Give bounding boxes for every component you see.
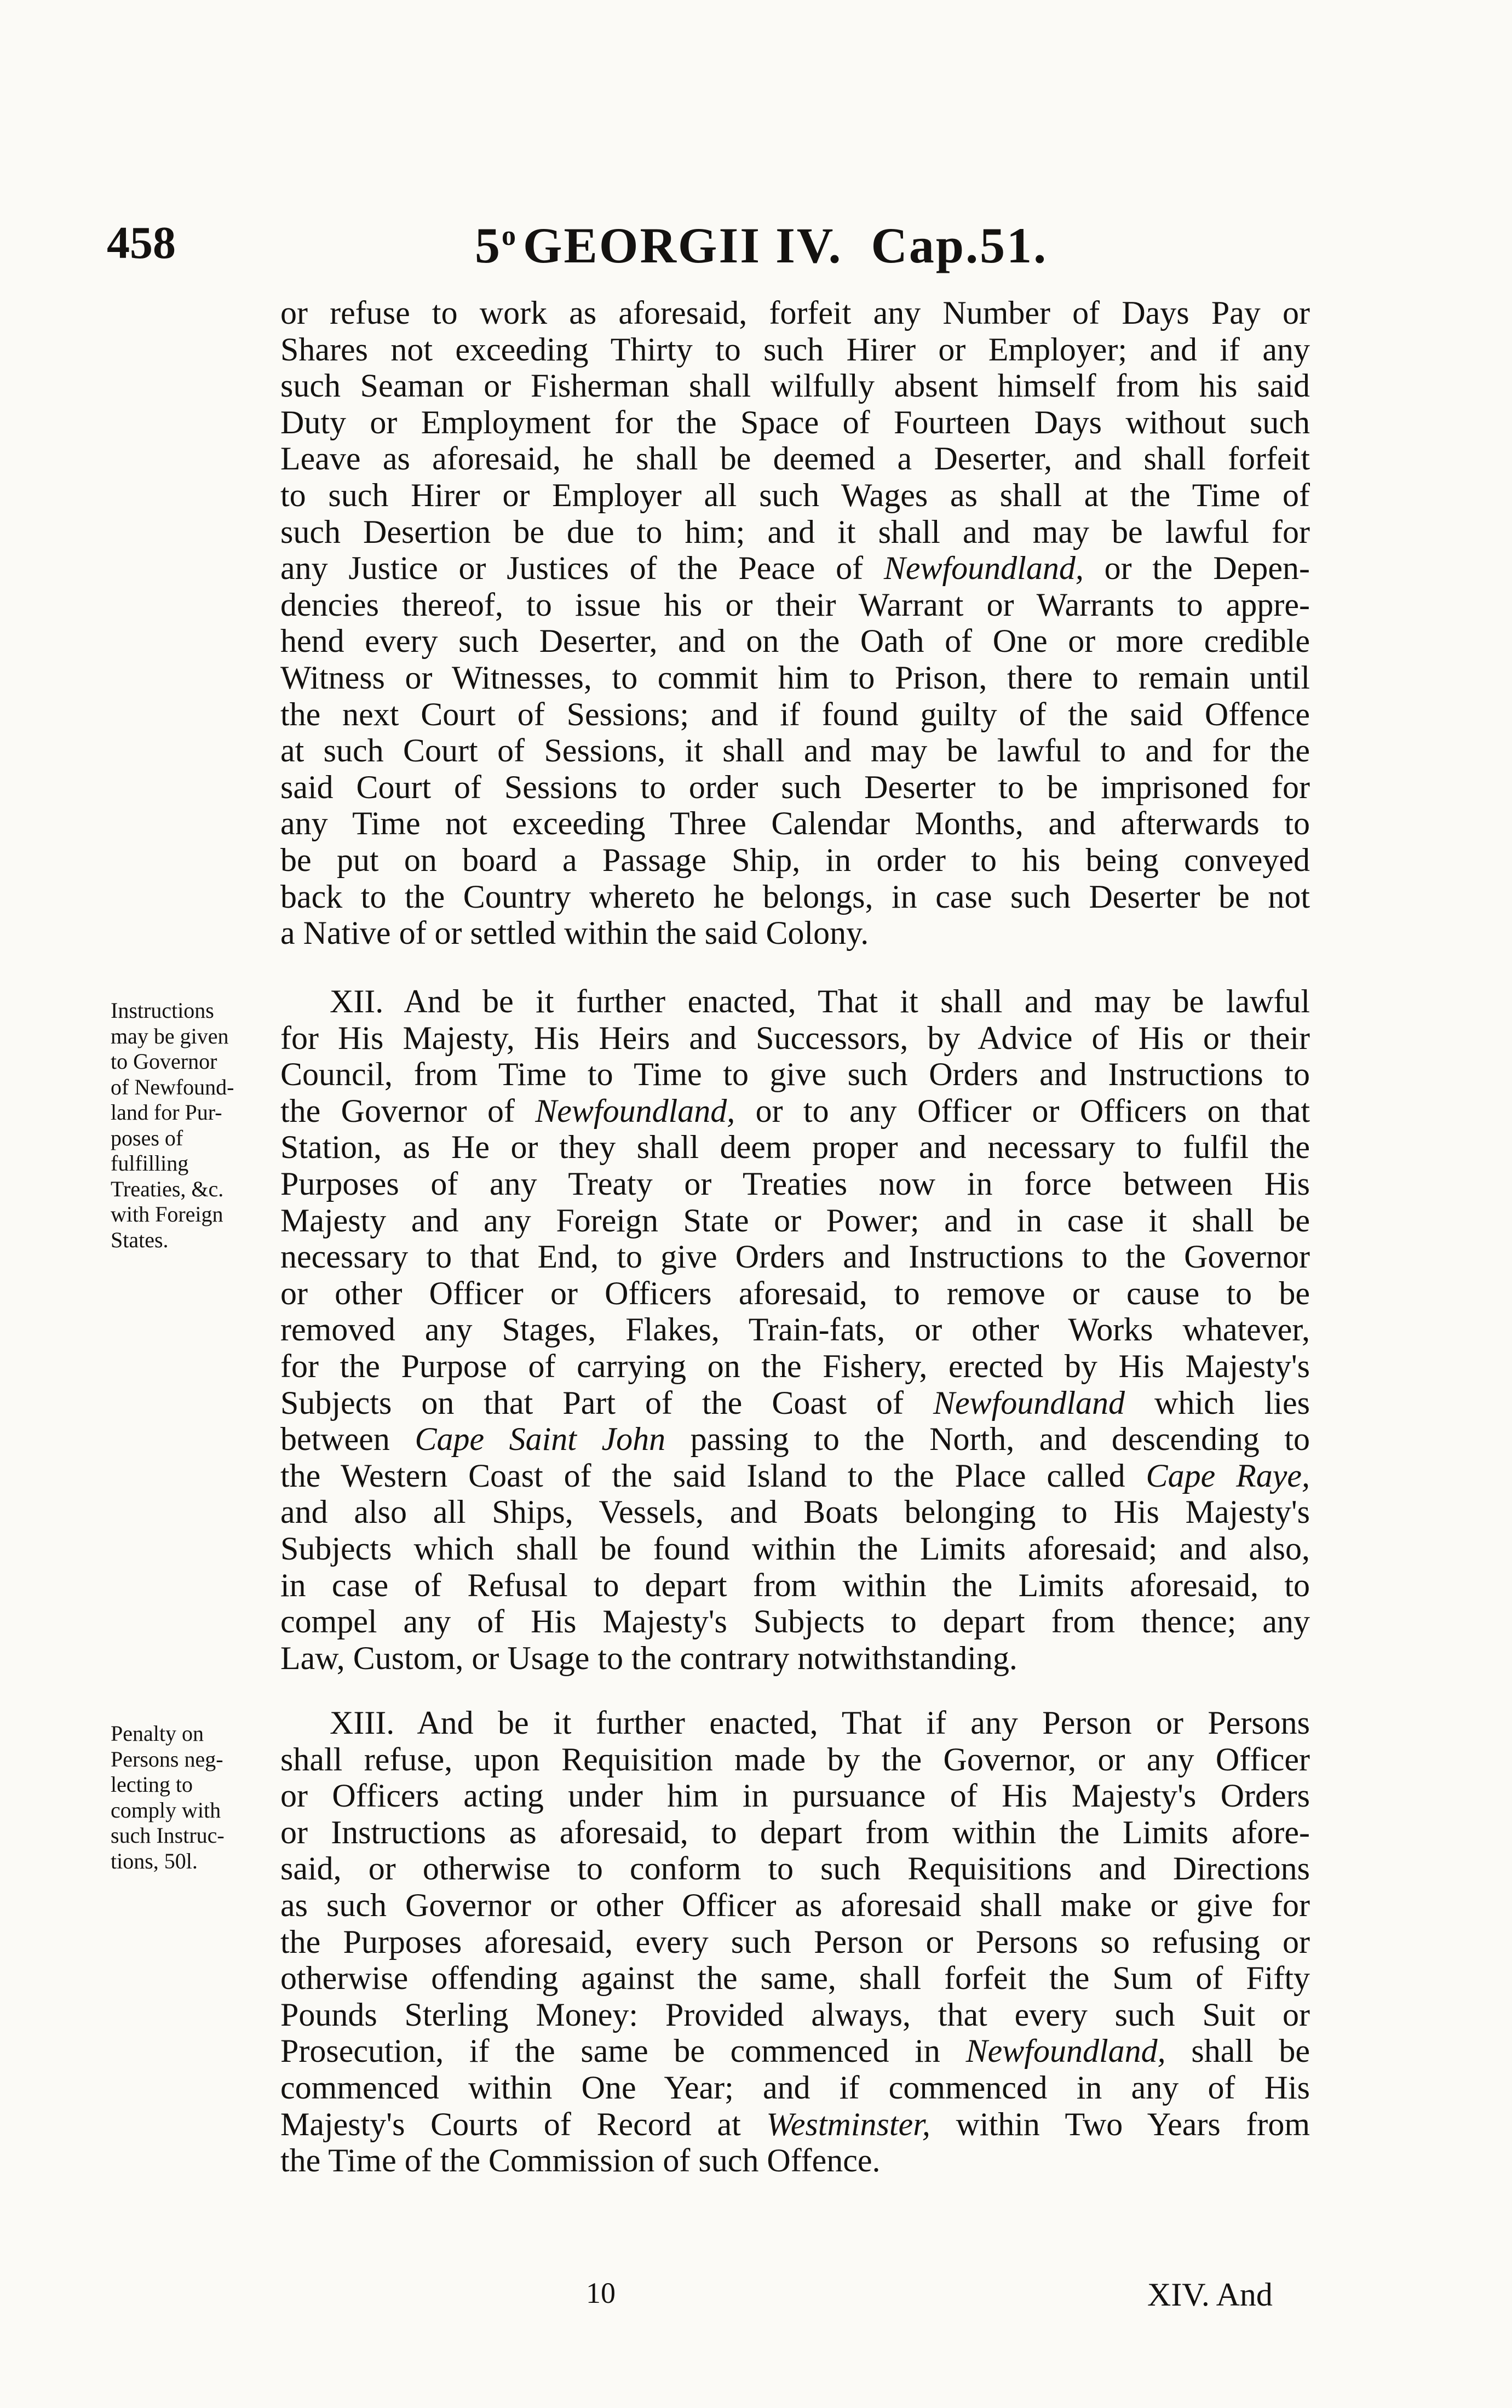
text-line: or refuse to work as aforesaid, forfeit any Number of Days Pay or — [280, 295, 1310, 331]
margin-note-section-xiii — [111, 1721, 275, 1874]
text-line: States. — [111, 1227, 169, 1252]
text-line — [280, 1385, 1310, 1421]
running-title — [475, 216, 1048, 274]
page-number: 458 — [107, 217, 176, 268]
text-segment: the Governor of — [280, 1092, 536, 1129]
text-line: poses of — [111, 1125, 183, 1150]
regnal-year: 5 — [475, 217, 502, 273]
text-line: for the Purpose of carrying on the Fishery, erected by His Majesty's — [280, 1348, 1310, 1384]
text-line: such Seaman or Fisherman shall wilfully absent himself from his said — [280, 368, 1310, 404]
section-xiii — [280, 1705, 1310, 2179]
text-line: at such Court of Sessions, it shall and may be lawful to and for the — [280, 732, 1310, 769]
text-segment: or the Depen- — [1083, 550, 1310, 587]
text-line: land for Pur- — [111, 1100, 222, 1125]
running-header — [107, 216, 1312, 282]
text-line: as such Governor or other Officer as aforesaid shall make or give for — [280, 1887, 1310, 1923]
text-line: Leave as aforesaid, he shall be deemed a Deserter, and shall forfeit — [280, 440, 1310, 477]
text-line: Majesty and any Foreign State or Power; and in case it shall be — [280, 1202, 1310, 1239]
text-line: Instructions — [111, 998, 214, 1023]
margin-note-section-xii — [111, 998, 275, 1253]
text-line: or Instructions as aforesaid, to depart from within the Limits afore- — [280, 1814, 1310, 1850]
text-line: such Instruc- — [111, 1823, 225, 1848]
text-line: otherwise offending against the same, shall forfeit the Sum of Fifty — [280, 1960, 1310, 1997]
text-segment: Subjects on that Part of the Coast of — [280, 1384, 933, 1421]
text-line: said Court of Sessions to order such Deserter to be imprisoned for — [280, 769, 1310, 805]
text-line: the next Court of Sessions; and if found guilty of the said Offence — [280, 696, 1310, 732]
text-line: XII. And be it further enacted, That it shall and may be lawful — [330, 983, 1310, 1019]
text-line: a Native of or settled within the said Colony. — [280, 915, 869, 951]
text-line — [280, 1421, 1310, 1458]
text-line: dencies thereof, to issue his or their Warrant or Warrants to appre- — [280, 586, 1310, 623]
text-segment: shall be — [1165, 2033, 1310, 2069]
text-line: necessary to that End, to give Orders and Instructions to the Governor — [280, 1239, 1310, 1275]
text-line: Duty or Employment for the Space of Fourteen Days without such — [280, 404, 1310, 440]
text-line: removed any Stages, Flakes, Train-fats, or other Works whatever, — [280, 1311, 1310, 1348]
text-segment: any Justice or Justices of the Peace of — [280, 550, 884, 587]
text-line — [280, 1458, 1310, 1494]
text-line: Witness or Witnesses, to commit him to Prison, there to remain until — [280, 659, 1310, 696]
text-line: or other Officer or Officers aforesaid, to remove or cause to be — [280, 1275, 1310, 1311]
text-line: Shares not exceeding Thirty to such Hirer or Employer; and if any — [280, 331, 1310, 368]
text-segment: between — [280, 1421, 415, 1458]
text-line: lecting to — [111, 1772, 193, 1797]
text-line: and also all Ships, Vessels, and Boats belonging to His Majesty's — [280, 1494, 1310, 1530]
text-line: to Governor — [111, 1049, 217, 1074]
text-line: said, or otherwise to conform to such Requisitions and Directions — [280, 1850, 1310, 1887]
text-segment: Prosecution, if the same be commenced in — [280, 2033, 966, 2069]
text-line: the Purposes aforesaid, every such Person or Persons so refusing or — [280, 1923, 1310, 1960]
paragraph-continuation — [280, 295, 1310, 951]
text-line: fulfilling — [111, 1151, 189, 1176]
text-line: tions, 50l. — [111, 1848, 198, 1873]
text-line: any Time not exceeding Three Calendar Months, and afterwards to — [280, 805, 1310, 842]
text-line — [280, 550, 1310, 587]
reign-title: GEORGII IV. — [523, 217, 843, 273]
text-line: Council, from Time to Time to give such Orders and Instructions to — [280, 1056, 1310, 1093]
text-line: back to the Country whereto he belongs, in case such Deserter be not — [280, 878, 1310, 915]
text-segment: which lies — [1125, 1384, 1310, 1421]
italic-place-name: Cape Raye, — [1146, 1457, 1310, 1494]
italic-place-name: Newfoundland, — [965, 2033, 1166, 2069]
text-segment: passing to the North, and descending to — [665, 1421, 1310, 1458]
text-segment: or to any Officer or Officers on that — [735, 1092, 1310, 1129]
text-line: XIII. And be it further enacted, That if any Person or Persons — [330, 1705, 1310, 1741]
section-xii — [280, 983, 1310, 1676]
text-line: Persons neg- — [111, 1746, 223, 1771]
text-line: for His Majesty, His Heirs and Successors, by Advice of His or their — [280, 1019, 1310, 1056]
text-line: Pounds Sterling Money: Provided always, that every such Suit or — [280, 1996, 1310, 2033]
text-line: may be given — [111, 1023, 229, 1048]
text-line: Law, Custom, or Usage to the contrary notwithstanding. — [280, 1639, 1017, 1676]
italic-place-name: Cape Saint John — [415, 1421, 666, 1458]
text-line: or Officers acting under him in pursuance of His Majesty's Orders — [280, 1778, 1310, 1814]
italic-place-name: Newfoundland, — [535, 1092, 735, 1129]
italic-place-name: Westminster, — [766, 2106, 930, 2142]
text-line: be put on board a Passage Ship, in order to his being conveyed — [280, 841, 1310, 878]
catchword: XIV. And — [1147, 2277, 1273, 2313]
regnal-mark: o — [502, 220, 518, 251]
text-line: such Desertion be due to him; and it shall and may be lawful for — [280, 513, 1310, 550]
text-line — [280, 1093, 1310, 1130]
text-line: Penalty on — [111, 1721, 204, 1746]
text-line: hend every such Deserter, and on the Oath of One or more credible — [280, 623, 1310, 660]
text-line — [280, 2106, 1310, 2143]
text-line: commenced within One Year; and if commenced in any of His — [280, 2069, 1310, 2106]
italic-place-name: Newfoundland, — [883, 550, 1084, 587]
text-segment: Majesty's Courts of Record at — [280, 2106, 767, 2142]
text-segment: within Two Years from — [930, 2106, 1310, 2142]
text-line: shall refuse, upon Requisition made by the Governor, or any Officer — [280, 1741, 1310, 1778]
text-line: in case of Refusal to depart from within the Limits aforesaid, to — [280, 1567, 1310, 1603]
text-line: Purposes of any Treaty or Treaties now in force between His — [280, 1165, 1310, 1202]
text-line: Subjects which shall be found within the Limits aforesaid; and also, — [280, 1530, 1310, 1567]
chapter-number: Cap.51. — [871, 217, 1048, 273]
page-footer — [0, 2276, 1512, 2331]
text-line: compel any of His Majesty's Subjects to depart from thence; any — [280, 1603, 1310, 1640]
text-line — [280, 2033, 1310, 2069]
text-line: Treaties, &c. — [111, 1176, 224, 1201]
text-line: of Newfound- — [111, 1074, 234, 1099]
text-line: the Time of the Commission of such Offence. — [280, 2142, 881, 2179]
text-segment: the Western Coast of the said Island to the Place called — [280, 1457, 1146, 1494]
signature-mark: 10 — [586, 2277, 616, 2309]
text-line: to such Hirer or Employer all such Wages as shall at the Time of — [280, 477, 1310, 513]
text-line: Station, as He or they shall deem proper and necessary to fulfil the — [280, 1129, 1310, 1166]
text-line: comply with — [111, 1797, 221, 1822]
text-line: with Foreign — [111, 1202, 223, 1226]
italic-place-name: Newfoundland — [933, 1384, 1125, 1421]
